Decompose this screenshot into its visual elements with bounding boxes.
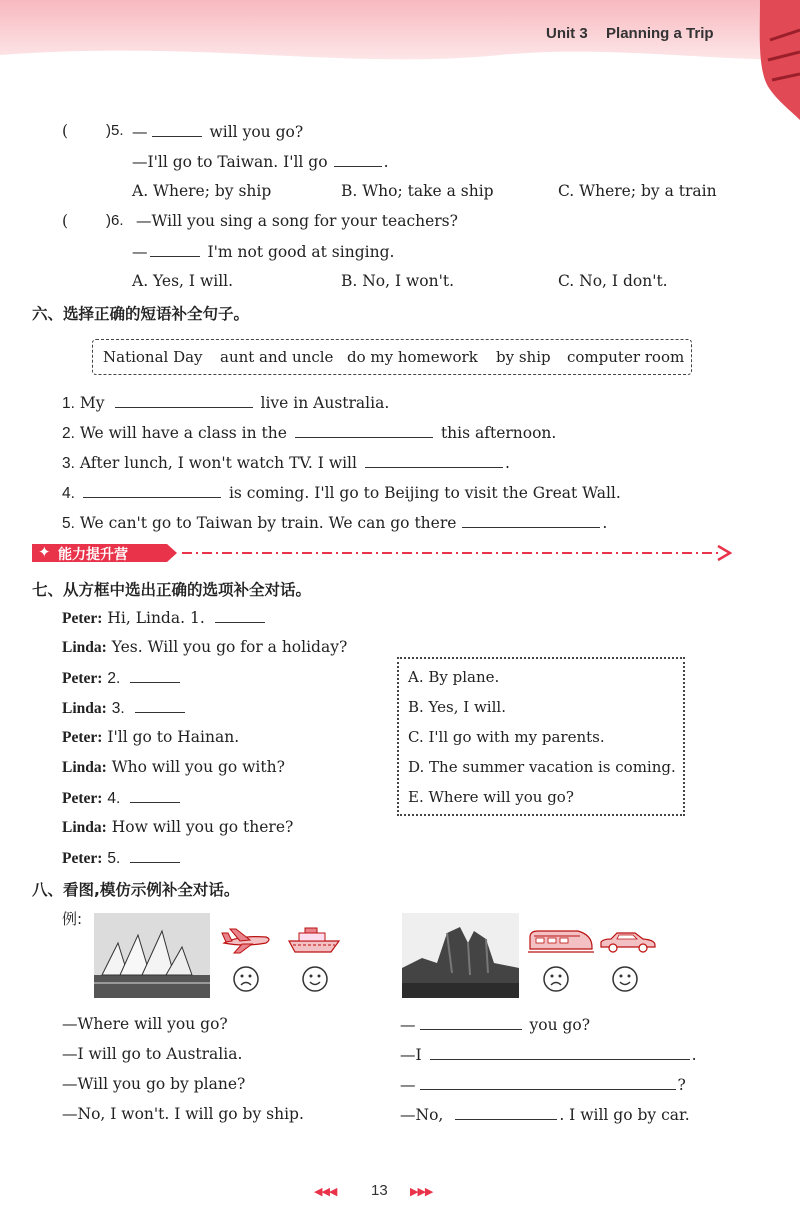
opera-house-image (94, 913, 210, 998)
q5-option-b: B. Who; take a ship (341, 182, 494, 200)
dialogue-line-1: Peter: Hi, Linda. 1. (62, 608, 265, 628)
q6-prompt: —Will you sing a song for your teachers? (136, 212, 458, 230)
footer-left-arrows: ◀◀◀ (314, 1185, 337, 1198)
s8-blank-2[interactable] (430, 1045, 690, 1060)
section8-title: 八、看图,模仿示例补全对话。 (32, 881, 240, 899)
example-line-3: —Will you go by plane? (62, 1075, 246, 1093)
s6-blank-3[interactable] (365, 453, 503, 468)
phrase-computer-room: computer room (567, 348, 685, 366)
train-icon (528, 927, 594, 955)
q5-number: )5. (106, 122, 124, 139)
s6-blank-4[interactable] (83, 483, 221, 498)
q5-option-c: C. Where; by a train (558, 182, 717, 200)
s8-blank-1[interactable] (420, 1015, 522, 1030)
car-icon (599, 929, 657, 955)
example-line-4: —No, I won't. I will go by ship. (62, 1105, 304, 1123)
q6-answer: — I'm not good at singing. (132, 243, 395, 261)
s6-item-4: 4. is coming. I'll go to Beijing to visit the Great Wall. (62, 484, 621, 502)
s7-blank-5[interactable] (130, 848, 180, 863)
sad-face-icon-2 (543, 966, 569, 992)
q6-option-a: A. Yes, I will. (132, 272, 234, 290)
footer-right-arrows: ▶▶▶ (410, 1185, 433, 1198)
q6-option-b: B. No, I won't. (341, 272, 455, 290)
q5-answer: —I'll go to Taiwan. I'll go . (132, 153, 389, 171)
unit-title: Planning a Trip (606, 25, 714, 42)
banner-icon: ✦ (38, 543, 51, 561)
section-banner (32, 542, 732, 564)
phrase-homework: do my homework (347, 348, 478, 366)
phrase-national-day: National Day (103, 348, 203, 366)
phrase-box (92, 339, 692, 375)
answer-line-2: —I . (400, 1046, 697, 1064)
happy-face-icon-2 (612, 966, 638, 992)
s7-blank-1[interactable] (215, 608, 265, 623)
answer-line-3: — ? (400, 1076, 686, 1094)
q6-paren: ( (62, 212, 69, 230)
happy-face-icon (302, 966, 328, 992)
dialogue-line-4: Linda: 3. (62, 698, 185, 718)
s8-blank-3[interactable] (420, 1075, 676, 1090)
s6-item-1: 1. My live in Australia. (62, 394, 390, 412)
plane-icon (220, 925, 272, 955)
s6-item-3: 3. After lunch, I won't watch TV. I will . (62, 454, 510, 472)
option-b: B. Yes, I will. (408, 698, 506, 716)
q6-option-c: C. No, I don't. (558, 272, 668, 290)
s7-blank-2[interactable] (130, 668, 180, 683)
header-title (546, 25, 714, 42)
s6-item-5: 5. We can't go to Taiwan by train. We can go there . (62, 514, 608, 532)
answer-line-4: —No, . I will go by car. (400, 1106, 690, 1124)
q5-prompt: — will you go? (132, 123, 304, 141)
dialogue-line-8: Linda: How will you go there? (62, 818, 294, 836)
s6-blank-5[interactable] (462, 513, 600, 528)
sad-face-icon (233, 966, 259, 992)
mountain-image (402, 913, 519, 998)
q5-paren: ( (62, 122, 69, 140)
phrase-by-ship: by ship (496, 348, 551, 366)
example-line-2: —I will go to Australia. (62, 1045, 243, 1063)
answer-line-1: — you go? (400, 1016, 591, 1034)
q5-blank-1[interactable] (152, 122, 202, 137)
options-box (397, 657, 685, 816)
option-a: A. By plane. (408, 668, 500, 686)
dialogue-line-7: Peter: 4. (62, 788, 180, 808)
example-label: 例: (62, 910, 83, 928)
q5-blank-2[interactable] (334, 152, 382, 167)
banner-label: 能力提升营 (58, 547, 128, 563)
header-wave-graphic (0, 0, 800, 130)
dialogue-line-2: Linda: Yes. Will you go for a holiday? (62, 638, 348, 656)
ship-icon (287, 925, 341, 955)
s8-blank-4[interactable] (455, 1105, 557, 1120)
section7-title: 七、从方框中选出正确的选项补全对话。 (32, 581, 312, 599)
page-number: 13 (371, 1182, 388, 1199)
dialogue-line-6: Linda: Who will you go with? (62, 758, 285, 776)
dialogue-line-9: Peter: 5. (62, 848, 180, 868)
dialogue-line-3: Peter: 2. (62, 668, 180, 688)
banner-graphic (32, 542, 732, 564)
section6-title: 六、选择正确的短语补全句子。 (32, 305, 250, 323)
option-e: E. Where will you go? (408, 788, 574, 806)
q5-option-a: A. Where; by ship (132, 182, 272, 200)
q6-number: )6. (106, 212, 124, 229)
dialogue-line-5: Peter: I'll go to Hainan. (62, 728, 240, 746)
example-line-1: —Where will you go? (62, 1015, 228, 1033)
s6-blank-1[interactable] (115, 393, 253, 408)
q6-blank[interactable] (150, 242, 200, 257)
s7-blank-3[interactable] (135, 698, 185, 713)
unit-label: Unit 3 (546, 25, 588, 42)
s7-blank-4[interactable] (130, 788, 180, 803)
phrase-aunt-uncle: aunt and uncle (220, 348, 334, 366)
option-c: C. I'll go with my parents. (408, 728, 605, 746)
s6-blank-2[interactable] (295, 423, 433, 438)
option-d: D. The summer vacation is coming. (408, 758, 676, 776)
s6-item-2: 2. We will have a class in the this afternoon. (62, 424, 557, 442)
